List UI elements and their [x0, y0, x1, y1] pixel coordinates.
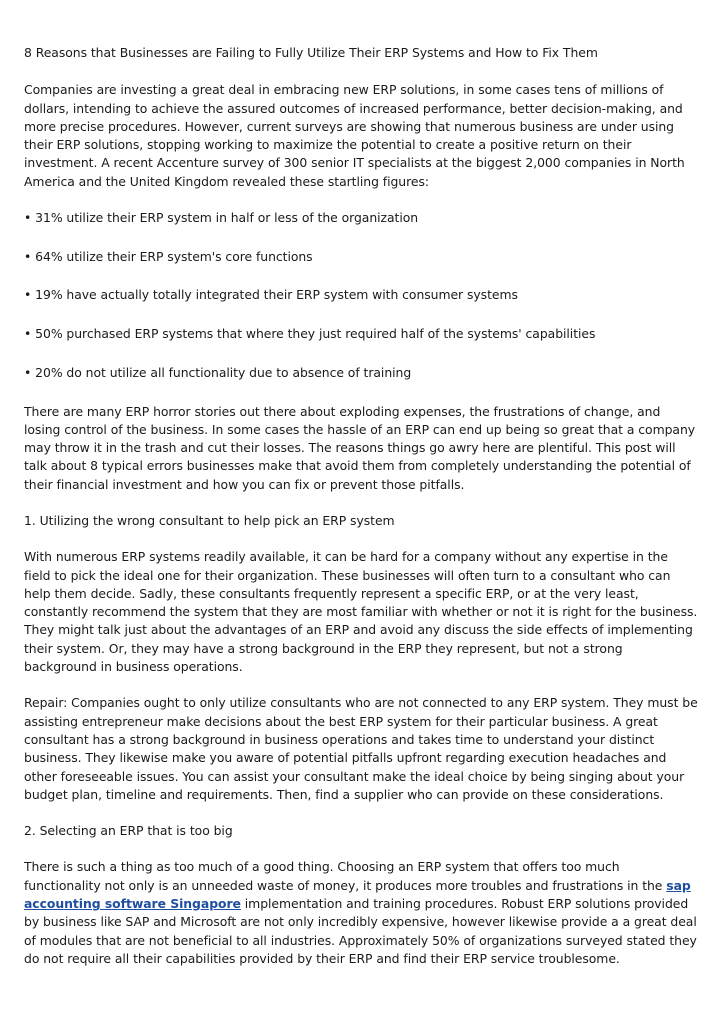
- document-title: 8 Reasons that Businesses are Failing to Fully Utilize Their ERP Systems and How to Fix Them: [24, 45, 598, 60]
- section-2-heading: 2. Selecting an ERP that is too big: [24, 823, 233, 839]
- document-page: [24, 44, 698, 986]
- horror-stories-paragraph: There are many ERP horror stories out there about exploding expenses, the frustrations of change, and losing control of the business. In some cases the hassle of an ERP can end up being so great that a company may throw it in the trash and cut their losses. The reasons things go awry here are plentiful. This post will talk about 8 typical errors businesses make that avoid them from completely understanding the potential of their financial investment and how you can fix or prevent those pitfalls.: [24, 403, 696, 492]
- bullet-item: • 31% utilize their ERP system in half or less of the organization: [24, 210, 419, 226]
- section-2-text-after-link: implementation and training procedures. Robust ERP solutions provided by business like SAP and Microsoft are not only incredibly expensive, however likewise provide a a great deal of modules that are not beneficial to all industries. Approximately 50% of organizations surveyed stated they do not require all their capabilities provided by their ERP and find their ERP service troublesome.: [24, 896, 697, 966]
- section-1-body: With numerous ERP systems readily available, it can be hard for a company without any expertise in the field to pick the ideal one for their organization. These businesses will often turn to a consultant who can help them decide. Sadly, these consultants frequently represent a specific ERP, or at the very least, constantly recommend the system that they are most familiar with whether or not it is right for the business. They might talk just about the advantages of an ERP and avoid any discuss the side effects of implementing their system. Or, they may have a strong background in the ERP they represent, but not a strong background in business operations.: [24, 549, 698, 675]
- intro-paragraph: Companies are investing a great deal in embracing new ERP solutions, in some cases tens of millions of dollars, intending to achieve the assured outcomes of increased performance, better decision-making, and more precise procedures. However, current surveys are showing that numerous business are under using their ERP solutions, stopping working to maximize the potential to create a positive return on their investment. A recent Accenture survey of 300 senior IT specialists at the biggest 2,000 companies in North America and the United Kingdom revealed these startling figures:: [24, 82, 685, 189]
- section-2-body: [24, 858, 698, 968]
- section-2-text-before-link: There is such a thing as too much of a good thing. Choosing an ERP system that offers too much functionality not only is an unneeded waste of money, it produces more troubles and frustrations in the: [24, 859, 667, 893]
- bullet-item: • 50% purchased ERP systems that where they just required half of the systems' capabilities: [24, 326, 596, 342]
- bullet-item: • 64% utilize their ERP system's core functions: [24, 248, 313, 264]
- bullet-item: • 19% have actually totally integrated their ERP system with consumer systems: [24, 287, 518, 303]
- section-1-heading: 1. Utilizing the wrong consultant to help pick an ERP system: [24, 513, 395, 528]
- section-1-repair: Repair: Companies ought to only utilize consultants who are not connected to any ERP system. They must be assisting entrepreneur make decisions about the best ERP system for their particular business. A great consultant has a strong background in business operations and takes time to understand your distinct business. They likewise make you aware of potential pitfalls upfront regarding execution headaches and other foreseeable issues. You can assist your consultant make the ideal choice by being singing about your budget plan, timeline and requirements. Then, find a supplier who can provide on these considerations.: [24, 695, 698, 802]
- bullet-item: • 20% do not utilize all functionality due to absence of training: [24, 364, 412, 380]
- sap-accounting-software-link[interactable]: sap accounting software Singapore: [24, 877, 691, 912]
